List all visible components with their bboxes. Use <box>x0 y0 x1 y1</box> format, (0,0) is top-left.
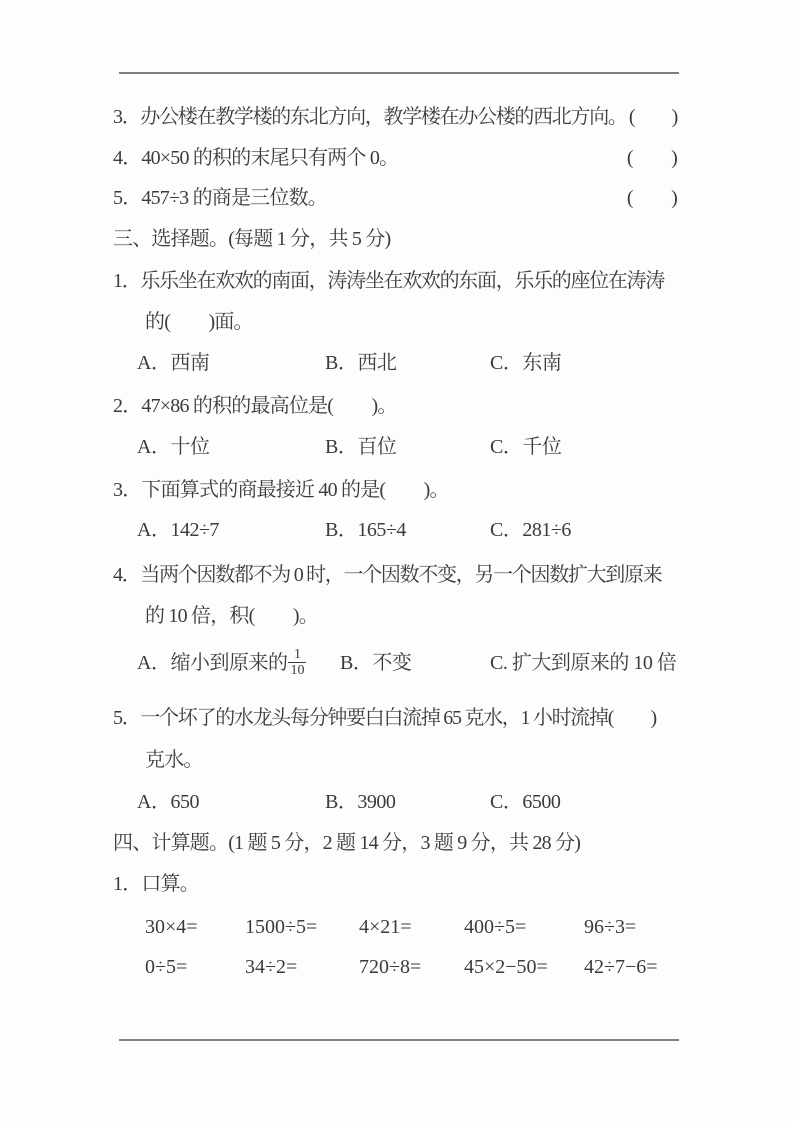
judge-item-text: 5．457÷3 的商是三位数。 <box>113 187 327 209</box>
q5-options <box>137 781 677 823</box>
bottom-divider <box>119 1039 679 1041</box>
oral-calc-row-1 <box>145 906 677 948</box>
q3-option-b: B．165÷4 <box>325 519 406 541</box>
q5-option-c: C．6500 <box>490 791 561 813</box>
oral-calc-item: 4×21= <box>359 916 412 938</box>
q1-line1: 1．乐乐坐在欢欢的南面，涛涛坐在欢欢的东面，乐乐的座位在涛涛 <box>113 270 664 292</box>
q2-option-c: C．千位 <box>490 436 562 458</box>
judge-item-3 <box>113 96 677 138</box>
oral-calc-label: 1．口算。 <box>113 873 199 895</box>
q1-option-a: A．西南 <box>137 352 210 374</box>
fraction-one-tenth <box>288 648 306 679</box>
q3-options <box>137 509 677 551</box>
q4-line2: 的 10 倍，积( )。 <box>145 605 318 627</box>
oral-calc-item: 400÷5= <box>464 916 527 938</box>
answer-blank: ( ) <box>628 106 677 128</box>
q4-options <box>137 637 677 689</box>
q4-option-a <box>137 637 340 689</box>
top-divider <box>119 72 679 74</box>
fraction-numerator: 1 <box>293 646 301 662</box>
judge-item-4 <box>113 137 677 179</box>
oral-calc-item: 30×4= <box>145 916 198 938</box>
section-4-header: 四、计算题。(1 题 5 分，2 题 14 分，3 题 9 分，共 28 分) <box>113 832 581 854</box>
judge-item-text: 3．办公楼在教学楼的东北方向，教学楼在办公楼的西北方向。 <box>113 106 627 128</box>
q3-line1: 3．下面算式的商最接近 40 的是( )。 <box>113 479 449 501</box>
q2-options <box>137 426 677 468</box>
q3-option-a: A．142÷7 <box>137 519 219 541</box>
judge-item-text: 4．40×50 的积的末尾只有两个 0。 <box>113 147 399 169</box>
q4-option-a-text: A．缩小到原来的 <box>137 652 288 674</box>
q1-options <box>137 342 677 384</box>
q5-option-a: A．650 <box>137 791 199 813</box>
section-3-header: 三、选择题。(每题 1 分，共 5 分) <box>113 228 391 250</box>
q5-option-b: B．3900 <box>325 791 396 813</box>
q4-option-b: B．不变 <box>340 652 412 674</box>
oral-calc-row-2 <box>145 946 677 988</box>
oral-calc-item: 96÷3= <box>584 916 637 938</box>
oral-calc-item: 34÷2= <box>245 956 298 978</box>
q5-line1: 5．一个坏了的水龙头每分钟要白白流掉 65 克水，1 小时流掉( ) <box>113 707 656 729</box>
q1-line2: 的( )面。 <box>145 311 253 333</box>
q4-option-c: C. 扩大到原来的 10 倍 <box>490 652 677 674</box>
q2-option-a: A．十位 <box>137 436 210 458</box>
oral-calc-item: 42÷7−6= <box>584 956 658 978</box>
fraction-denominator: 10 <box>290 663 305 679</box>
oral-calc-item: 1500÷5= <box>245 916 318 938</box>
oral-calc-item: 720÷8= <box>359 956 422 978</box>
q1-option-b: B．西北 <box>325 352 397 374</box>
judge-item-5 <box>113 177 677 219</box>
q5-line2: 克水。 <box>145 749 203 771</box>
oral-calc-item: 45×2−50= <box>464 956 548 978</box>
q3-option-c: C．281÷6 <box>490 519 571 541</box>
answer-blank: ( ) <box>626 187 677 209</box>
q4-line1: 4．当两个因数都不为 0 时，一个因数不变，另一个因数扩大到原来 <box>113 564 662 586</box>
q2-option-b: B．百位 <box>325 436 397 458</box>
oral-calc-item: 0÷5= <box>145 956 188 978</box>
q1-option-c: C．东南 <box>490 352 562 374</box>
answer-blank: ( ) <box>626 147 677 169</box>
q2-line1: 2．47×86 的积的最高位是( )。 <box>113 395 397 417</box>
